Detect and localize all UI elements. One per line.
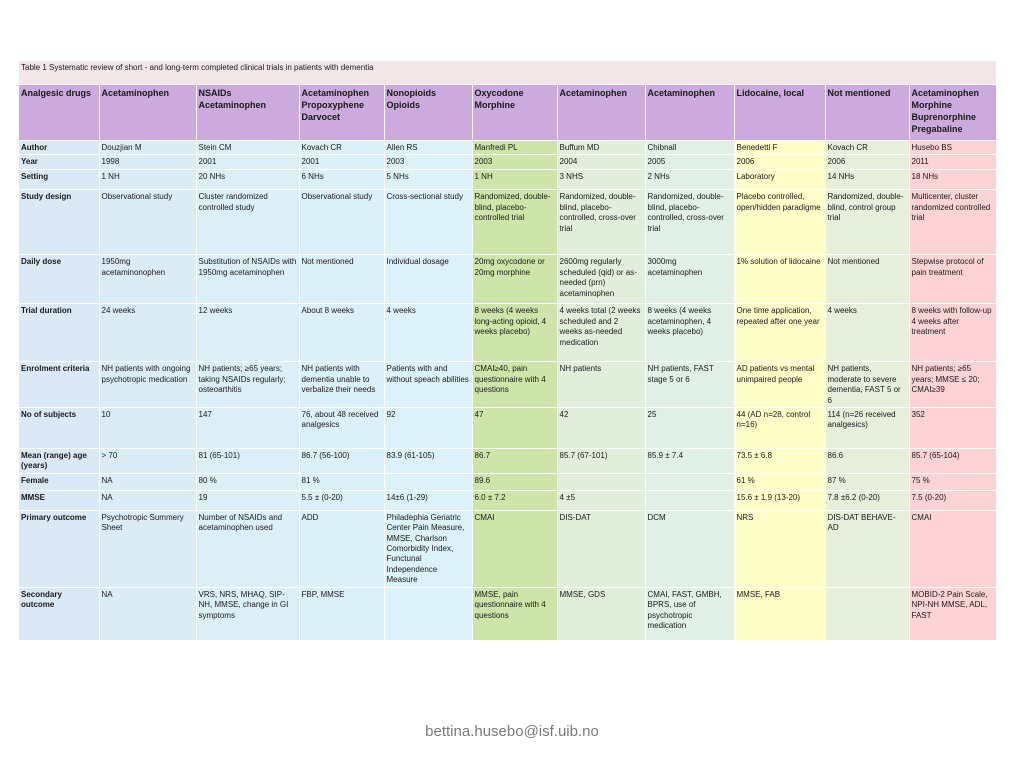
table-row [19,473,996,490]
row-label: Year [19,155,99,170]
table-row [19,362,996,408]
table-cell: 2011 [909,155,996,170]
table-cell: 5.5 ± (0-20) [299,490,384,510]
header-cell: Not mentioned [825,85,909,141]
header-cell: Acetaminophen Morphine Buprenorphine Pregabaline [909,85,996,141]
table-cell [557,473,645,490]
table-cell: 2006 [825,155,909,170]
table-cell: 81 (65-101) [196,449,299,474]
table-row [19,155,996,170]
table-cell: NA [99,587,196,640]
table-cell: Not mentioned [825,255,909,304]
table-cell: 86.6 [825,449,909,474]
row-label: MMSE [19,490,99,510]
header-row [19,85,996,141]
table-row [19,304,996,362]
table-row [19,449,996,474]
table-cell: NH patients with dementia unable to verbalize their needs [299,362,384,408]
table-cell: 4 weeks [384,304,472,362]
table-cell: 85.9 ± 7.4 [645,449,734,474]
table-cell [645,490,734,510]
table-cell: Stepwise protocol of pain treatment [909,255,996,304]
header-cell: Acetaminophen [557,85,645,141]
table-cell: 44 (AD n=28, control n=16) [734,408,825,449]
table-cell: ADD [299,510,384,587]
table-cell: Stein CM [196,141,299,155]
table-cell: 7.8 ±6.2 (0-20) [825,490,909,510]
table-cell: NRS [734,510,825,587]
table-cell: 87 % [825,473,909,490]
row-label: Author [19,141,99,155]
table-cell [825,587,909,640]
table-cell: 1998 [99,155,196,170]
header-cell: Acetaminophen [99,85,196,141]
table-cell: 15.6 ± 1.9 (13-20) [734,490,825,510]
table-cell: Manfredi PL [472,141,557,155]
table-cell: Douzjian M [99,141,196,155]
table-cell: NH patients, FAST stage 5 or 6 [645,362,734,408]
table-cell: Randomized, double-blind, placebo-controlled trial [472,190,557,255]
table-cell: Multicenter, cluster randomized controlled trial [909,190,996,255]
table-cell: One time application, repeated after one year [734,304,825,362]
table-cell: 12 weeks [196,304,299,362]
table-cell: NH patients, moderate to severe dementia, FAST 5 or 6 [825,362,909,408]
table-cell: Observational study [99,190,196,255]
table-cell: MMSE, GDS [557,587,645,640]
table-cell: 4 ±5 [557,490,645,510]
header-cell: Oxycodone Morphine [472,85,557,141]
table-cell: 3000mg acetaminophen [645,255,734,304]
table-cell: MOBID-2 Pain Scale, NPI-NH MMSE, ADL, FAST [909,587,996,640]
header-cell: Nonopioids Opioids [384,85,472,141]
table-cell: 5 NHs [384,170,472,190]
table-cell: 75 % [909,473,996,490]
table-row [19,510,996,587]
table-cell: NH patients [557,362,645,408]
table-cell: Kovach CR [299,141,384,155]
table-cell: 18 NHs [909,170,996,190]
table-cell: 3 NHS [557,170,645,190]
table-cell: 10 [99,408,196,449]
table-cell: DCM [645,510,734,587]
table-caption: Table 1 Systematic review of short - and long-term completed clinical trials in patients with dementia [19,61,996,85]
table-cell: > 70 [99,449,196,474]
row-label: Enrolment criteria [19,362,99,408]
table-cell: 6.0 ± 7.2 [472,490,557,510]
table-cell: MMSE, FAB [734,587,825,640]
table-cell: 2004 [557,155,645,170]
table-cell: 2001 [299,155,384,170]
table-cell: 352 [909,408,996,449]
table-cell: CMAI, FAST, GMBH, BPRS, use of psychotropic medication [645,587,734,640]
table-cell: Randomized, double-blind, control group trial [825,190,909,255]
table-cell: Philadephia Geriatric Center Pain Measure, MMSE, Charlson Comorbidity Index, Functunal Independence Measure [384,510,472,587]
table-cell: CMAI≥40, pain questionnaire with 4 questions [472,362,557,408]
table-cell: 20 NHs [196,170,299,190]
table-cell: 89.6 [472,473,557,490]
table-cell: 73.5 ± 6.8 [734,449,825,474]
table-cell: Randomized, double-blind, placebo-controlled, cross-over trial [645,190,734,255]
table-cell: NA [99,490,196,510]
footer-email: bettina.husebo@isf.uib.no [425,723,599,740]
table-cell: VRS, NRS, MHAQ, SIP-NH, MMSE, change in GI symptoms [196,587,299,640]
table-cell: Benedetti F [734,141,825,155]
row-label: Study design [19,190,99,255]
table-cell [645,473,734,490]
table-cell: Individual dosage [384,255,472,304]
table-cell: 19 [196,490,299,510]
table-cell: 147 [196,408,299,449]
table-cell: 8 weeks with follow-up 4 weeks after treatment [909,304,996,362]
table-cell: Laboratory [734,170,825,190]
table-cell: CMAI [472,510,557,587]
table-cell: 47 [472,408,557,449]
table-cell: 2600mg regularly scheduled (qid) or as-needed (prn) acetaminophen [557,255,645,304]
table-cell: Cluster randomized controlled study [196,190,299,255]
table-cell: Number of NSAIDs and acetaminophen used [196,510,299,587]
table-cell: AD patients vs mental unimpaired people [734,362,825,408]
row-label: Secondary outcome [19,587,99,640]
table-cell: 14 NHs [825,170,909,190]
table-cell: Cross-sectional study [384,190,472,255]
table-cell: 2003 [384,155,472,170]
table-cell: Allen RS [384,141,472,155]
table-cell: 14±6 (1-29) [384,490,472,510]
table-cell: NA [99,473,196,490]
table-row [19,408,996,449]
table-cell: 85.7 (67-101) [557,449,645,474]
table-cell: NH patients; ≥65 years; taking NSAIDs regularly; osteoarthitis [196,362,299,408]
table-cell: Buffum MD [557,141,645,155]
table-cell: 42 [557,408,645,449]
table-row [19,141,996,155]
table-cell: 86.7 (56-100) [299,449,384,474]
trials-table-container [19,61,996,641]
header-cell: Lidocaine, local [734,85,825,141]
table-cell: FBP, MMSE [299,587,384,640]
table-cell: Observational study [299,190,384,255]
table-cell: 80 % [196,473,299,490]
table-cell: NH patients with ongoing psychotropic medication [99,362,196,408]
table-cell: 8 weeks (4 weeks long-acting opioid, 4 weeks placebo) [472,304,557,362]
table-cell: Husebo BS [909,141,996,155]
table-cell: 2001 [196,155,299,170]
row-label: Primary outcome [19,510,99,587]
row-label: No of subjects [19,408,99,449]
row-label: Trial duration [19,304,99,362]
table-cell: 114 (n=26 received analgesics) [825,408,909,449]
table-cell: 25 [645,408,734,449]
table-cell: 76, about 48 received analgesics [299,408,384,449]
table-cell: 2006 [734,155,825,170]
table-cell: Not mentioned [299,255,384,304]
trials-table [19,61,997,641]
row-label: Female [19,473,99,490]
table-cell: 1 NH [99,170,196,190]
table-cell: CMAI [909,510,996,587]
table-cell: 85.7 (65-104) [909,449,996,474]
row-label: Mean (range) age (years) [19,449,99,474]
table-cell: Patients with and without speach abilities [384,362,472,408]
header-cell: Acetaminophen Propoxyphene Darvocet [299,85,384,141]
table-cell: Chibnall [645,141,734,155]
table-row [19,255,996,304]
table-cell [384,473,472,490]
table-cell: DIS-DAT BEHAVE-AD [825,510,909,587]
table-cell: Psychotropic Summery Sheet [99,510,196,587]
row-label: Setting [19,170,99,190]
table-cell: 7.5 (0-20) [909,490,996,510]
table-cell: 2005 [645,155,734,170]
table-cell: Kovach CR [825,141,909,155]
table-cell: 1 NH [472,170,557,190]
header-cell: Analgesic drugs [19,85,99,141]
table-cell: 2 NHs [645,170,734,190]
table-cell: 4 weeks [825,304,909,362]
table-cell: 86.7 [472,449,557,474]
table-cell: 6 NHs [299,170,384,190]
table-cell: 8 weeks (4 weeks acetaminophen, 4 weeks placebo) [645,304,734,362]
table-cell: About 8 weeks [299,304,384,362]
table-cell: MMSE, pain questionnaire with 4 questions [472,587,557,640]
header-cell: Acetaminophen [645,85,734,141]
table-row [19,587,996,640]
table-cell: 92 [384,408,472,449]
table-cell: 1950mg acetaminonophen [99,255,196,304]
table-cell: Randomized, double-blind, placebo-controlled, cross-over trial [557,190,645,255]
table-cell: 81 % [299,473,384,490]
table-cell: 20mg oxycodone or 20mg morphine [472,255,557,304]
caption-row [19,61,996,85]
table-cell: 24 weeks [99,304,196,362]
table-row [19,190,996,255]
table-cell: Placebo controlled, open/hidden paradigme [734,190,825,255]
table-cell [384,587,472,640]
table-cell: 4 weeks total (2 weeks scheduled and 2 weeks as-needed medication [557,304,645,362]
table-cell: 2003 [472,155,557,170]
table-cell: NH patients; ≥65 years; MMSE ≤ 20; CMAI≥39 [909,362,996,408]
table-row [19,490,996,510]
table-cell: 61 % [734,473,825,490]
table-row [19,170,996,190]
table-cell: 83.9 (61-105) [384,449,472,474]
header-cell: NSAIDs Acetaminophen [196,85,299,141]
table-cell: DIS-DAT [557,510,645,587]
row-label: Daily dose [19,255,99,304]
table-cell: 1% solution of lidocaine [734,255,825,304]
table-cell: Substitution of NSAIDs with 1950mg acetaminophen [196,255,299,304]
